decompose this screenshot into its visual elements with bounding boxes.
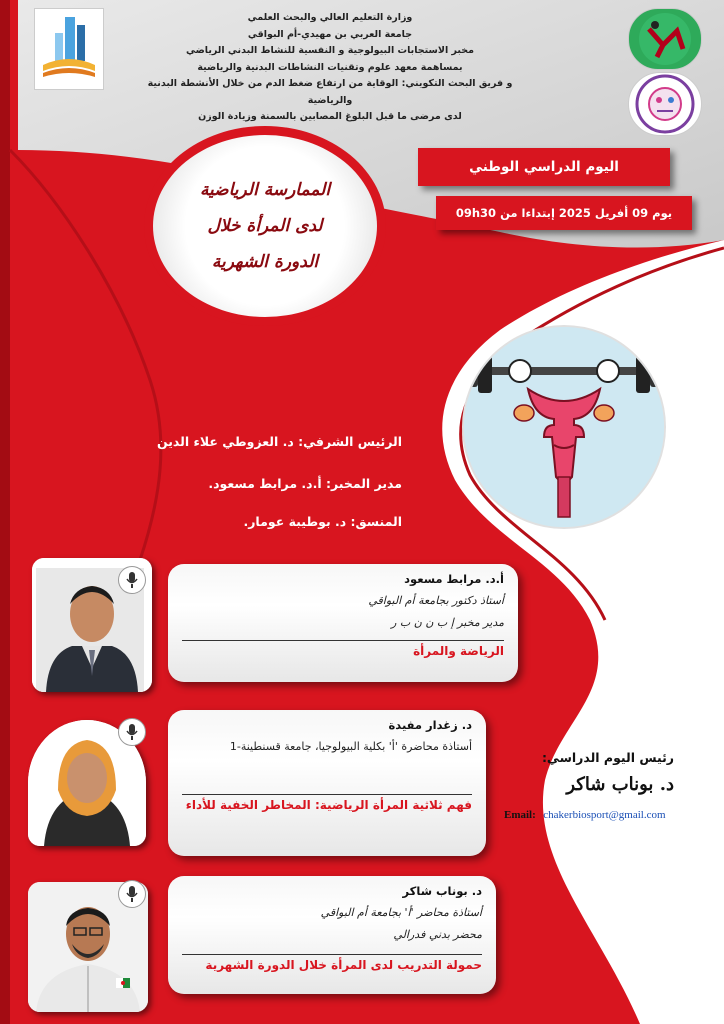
title-line: الدورة الشهرية [211, 252, 319, 272]
speaker-info [168, 564, 518, 682]
event-date: يوم 09 أفريل 2025 إبتداءا من 09h30 [455, 206, 673, 220]
title-circle [144, 126, 386, 326]
speaker-name: د. زغدار مفيدة [388, 718, 472, 732]
title-line: لدى المرأة خلال [207, 216, 323, 236]
speaker-card-2 [22, 706, 522, 856]
microphone-icon [118, 880, 146, 908]
header-line: و فريق البحث التكويني: الوقاية من ارتفاع ضغط الدم من خلال الأنشطة البدنية والرياضية [147, 78, 513, 106]
speaker-name: أ.د. مرابط مسعود [404, 572, 504, 586]
header-line: بمساهمة معهد علوم وتقنيات النشاطات البدنية والرياضية [197, 61, 463, 73]
header-line: مخبر الاستجابات البيولوجية و النفسية للنشاط البدني الرياضي [185, 45, 475, 56]
honorary-president: الرئيس الشرفي: د. العزوطي علاء الدين [156, 434, 402, 449]
event-date-banner [436, 196, 692, 230]
header-line: وزارة التعليم العالي والبحث العلمي [247, 12, 413, 23]
illustration-circle [462, 325, 666, 529]
university-logo [34, 8, 104, 90]
header-line: لدى مرضى ما قبل البلوغ المصابين بالسمنة وزيادة الوزن [198, 111, 462, 122]
chair-email-row [504, 808, 666, 821]
lab-director: مدير المخبر: أ.د. مرابط مسعود. [208, 476, 402, 491]
chair-label: رئيس اليوم الدراسي: [541, 750, 674, 765]
event-type: اليوم الدراسي الوطني [469, 159, 619, 175]
speaker-topic: فهم ثلاثية المرأة الرياضية: المخاطر الخفية للأداء [182, 794, 472, 814]
speaker-topic: حمولة التدريب لدى المرأة خلال الدورة الشهرية [182, 954, 482, 974]
event-type-banner [418, 148, 670, 186]
speaker-info [168, 876, 496, 994]
speaker-role: محضر بدني فدرالي [393, 928, 482, 941]
email-label: Email: [504, 809, 536, 821]
chair-name: د. بوناب شاكر [566, 774, 674, 795]
coordinator: المنسق: د. بوطيبة عومار. [243, 514, 402, 529]
speaker-role: مدير مخبر إ ب ن ن ب ر [391, 616, 504, 629]
speaker-name: د. بوناب شاكر [402, 884, 482, 898]
email-link[interactable]: chakerbiosport@gmail.com [543, 809, 666, 821]
title-line: الممارسة الرياضية [199, 180, 331, 200]
institute-logo [628, 72, 702, 136]
speaker-position: أستاذة محاضر 'أ' بجامعة أم البواقي [320, 906, 482, 919]
microphone-icon [118, 718, 146, 746]
speaker-card-3 [22, 866, 522, 1016]
header-line: جامعة العربي بن مهيدي-أم البواقي [247, 28, 413, 40]
speaker-card-1 [22, 558, 522, 692]
header-text [140, 10, 520, 126]
lab-logo [628, 8, 702, 70]
speaker-position: أستاذة محاضرة 'أ' بكلية البيولوجيا، جامعة قسنطينة-1 [229, 740, 472, 753]
speaker-position: أستاذ دكتور بجامعة أم البواقي [368, 594, 504, 607]
speaker-topic: الرياضة والمرأة [182, 640, 504, 660]
microphone-icon [118, 566, 146, 594]
speaker-info [168, 710, 486, 856]
